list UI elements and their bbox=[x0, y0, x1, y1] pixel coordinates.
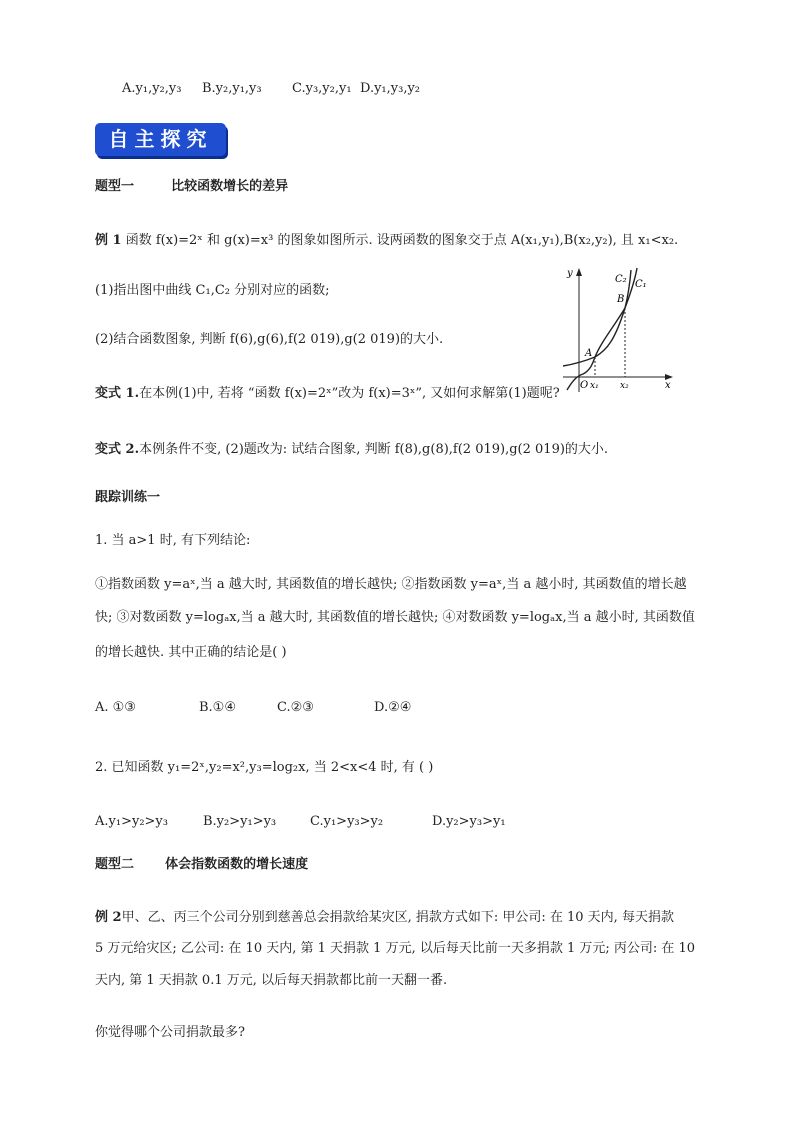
example2-line2: 5 万元给灾区; 乙公司: 在 10 天内, 第 1 天捐款 1 万元, 以后每天比前一天多捐款 1 万元; 丙公司: 在 10 bbox=[95, 941, 696, 956]
p2-option-b: B.y₂>y₁>y₃ bbox=[203, 814, 277, 829]
practice1-heading: 跟踪训练一 bbox=[95, 490, 161, 505]
label-x1: x₁ bbox=[590, 381, 599, 391]
section-banner bbox=[95, 123, 226, 156]
variant2-text: 本例条件不变, (2)题改为: 试结合图象, 判断 f(8),g(8),f(2 019),g(2 019)的大小. bbox=[139, 442, 609, 457]
type2-label: 题型二 bbox=[95, 857, 135, 872]
label-c1: C₁ bbox=[635, 279, 647, 290]
top-option-d: D.y₁,y₃,y₂ bbox=[360, 81, 421, 96]
p1-line1: ①指数函数 y=aˣ,当 a 越大时, 其函数值的增长越快; ②指数函数 y=aˣ,当 a 越小时, 其函数值的增长越 bbox=[95, 577, 687, 592]
variant2-label: 变式 2. bbox=[95, 442, 140, 457]
p2-option-c: C.y₁>y₃>y₂ bbox=[310, 814, 384, 829]
label-point-b: B bbox=[617, 294, 625, 305]
example2-text1: 甲、乙、丙三个公司分别到慈善总会捐款给某灾区, 捐款方式如下: 甲公司: 在 10 天内, 每天捐款 bbox=[121, 910, 674, 925]
p1-option-b: B.①④ bbox=[199, 700, 236, 715]
label-x2: x₂ bbox=[620, 381, 629, 391]
p1-stem: 1. 当 a>1 时, 有下列结论: bbox=[95, 533, 251, 548]
variant1-text: 在本例(1)中, 若将 “函数 f(x)=2ˣ”改为 f(x)=3ˣ”, 又如何求解第(1)题呢? bbox=[139, 386, 560, 401]
top-option-a: A.y₁,y₂,y₃ bbox=[122, 81, 182, 96]
label-y: y bbox=[567, 268, 573, 279]
label-x: x bbox=[665, 380, 671, 391]
type1-title: 比较函数增长的差异 bbox=[171, 179, 289, 194]
section-title: 自主探究 bbox=[108, 127, 213, 151]
p1-line2: 快; ③对数函数 y=logₐx,当 a 越大时, 其函数值的增长越快; ④对数函数 y=logₐx,当 a 越小时, 其函数值 bbox=[95, 610, 695, 625]
p1-option-d: D.②④ bbox=[374, 700, 412, 715]
label-c2: C₂ bbox=[615, 274, 627, 285]
type1-heading bbox=[95, 178, 288, 196]
label-origin: O bbox=[580, 380, 589, 391]
example2-question: 你觉得哪个公司捐款最多? bbox=[95, 1025, 245, 1040]
example2-line3: 天内, 第 1 天捐款 0.1 万元, 以后每天捐款都比前一天翻一番. bbox=[95, 973, 448, 988]
type2-heading bbox=[95, 856, 308, 874]
example1-text: 函数 f(x)=2ˣ 和 g(x)=x³ 的图象如图所示. 设两函数的图象交于点 A(x₁,y₁),B(x₂,y₂), 且 x₁<x₂. bbox=[125, 233, 679, 248]
y-axis-arrow bbox=[576, 268, 582, 276]
example2-label: 例 2 bbox=[95, 910, 122, 925]
top-option-c: C.y₃,y₂,y₁ bbox=[292, 81, 352, 96]
p2-option-a: A.y₁>y₂>y₃ bbox=[95, 814, 168, 829]
example1-label: 例 1 bbox=[95, 233, 122, 248]
p2-stem: 2. 已知函数 y₁=2ˣ,y₂=x²,y₃=log₂x, 当 2<x<4 时, 有 ( ) bbox=[95, 760, 434, 775]
example1-q2: (2)结合函数图象, 判断 f(6),g(6),f(2 019),g(2 019)的大小. bbox=[95, 332, 444, 347]
example2-line1 bbox=[95, 909, 674, 927]
example1-stem bbox=[95, 232, 678, 250]
p1-line3: 的增长越快. 其中正确的结论是( ) bbox=[95, 645, 287, 660]
p2-option-d: D.y₂>y₃>y₁ bbox=[432, 814, 506, 829]
variant1-label: 变式 1. bbox=[95, 386, 140, 401]
variant1 bbox=[95, 385, 560, 403]
top-option-b: B.y₂,y₁,y₃ bbox=[202, 81, 262, 96]
type1-label: 题型一 bbox=[95, 179, 135, 194]
type2-title: 体会指数函数的增长速度 bbox=[165, 857, 309, 872]
p1-option-c: C.②③ bbox=[277, 700, 314, 715]
p1-option-a: A. ①③ bbox=[95, 700, 136, 715]
curve-c2 bbox=[567, 268, 637, 390]
label-point-a: A bbox=[585, 348, 593, 359]
example1-q1: (1)指出图中曲线 C₁,C₂ 分别对应的函数; bbox=[95, 283, 330, 298]
variant2 bbox=[95, 441, 608, 459]
function-graph bbox=[555, 262, 675, 402]
